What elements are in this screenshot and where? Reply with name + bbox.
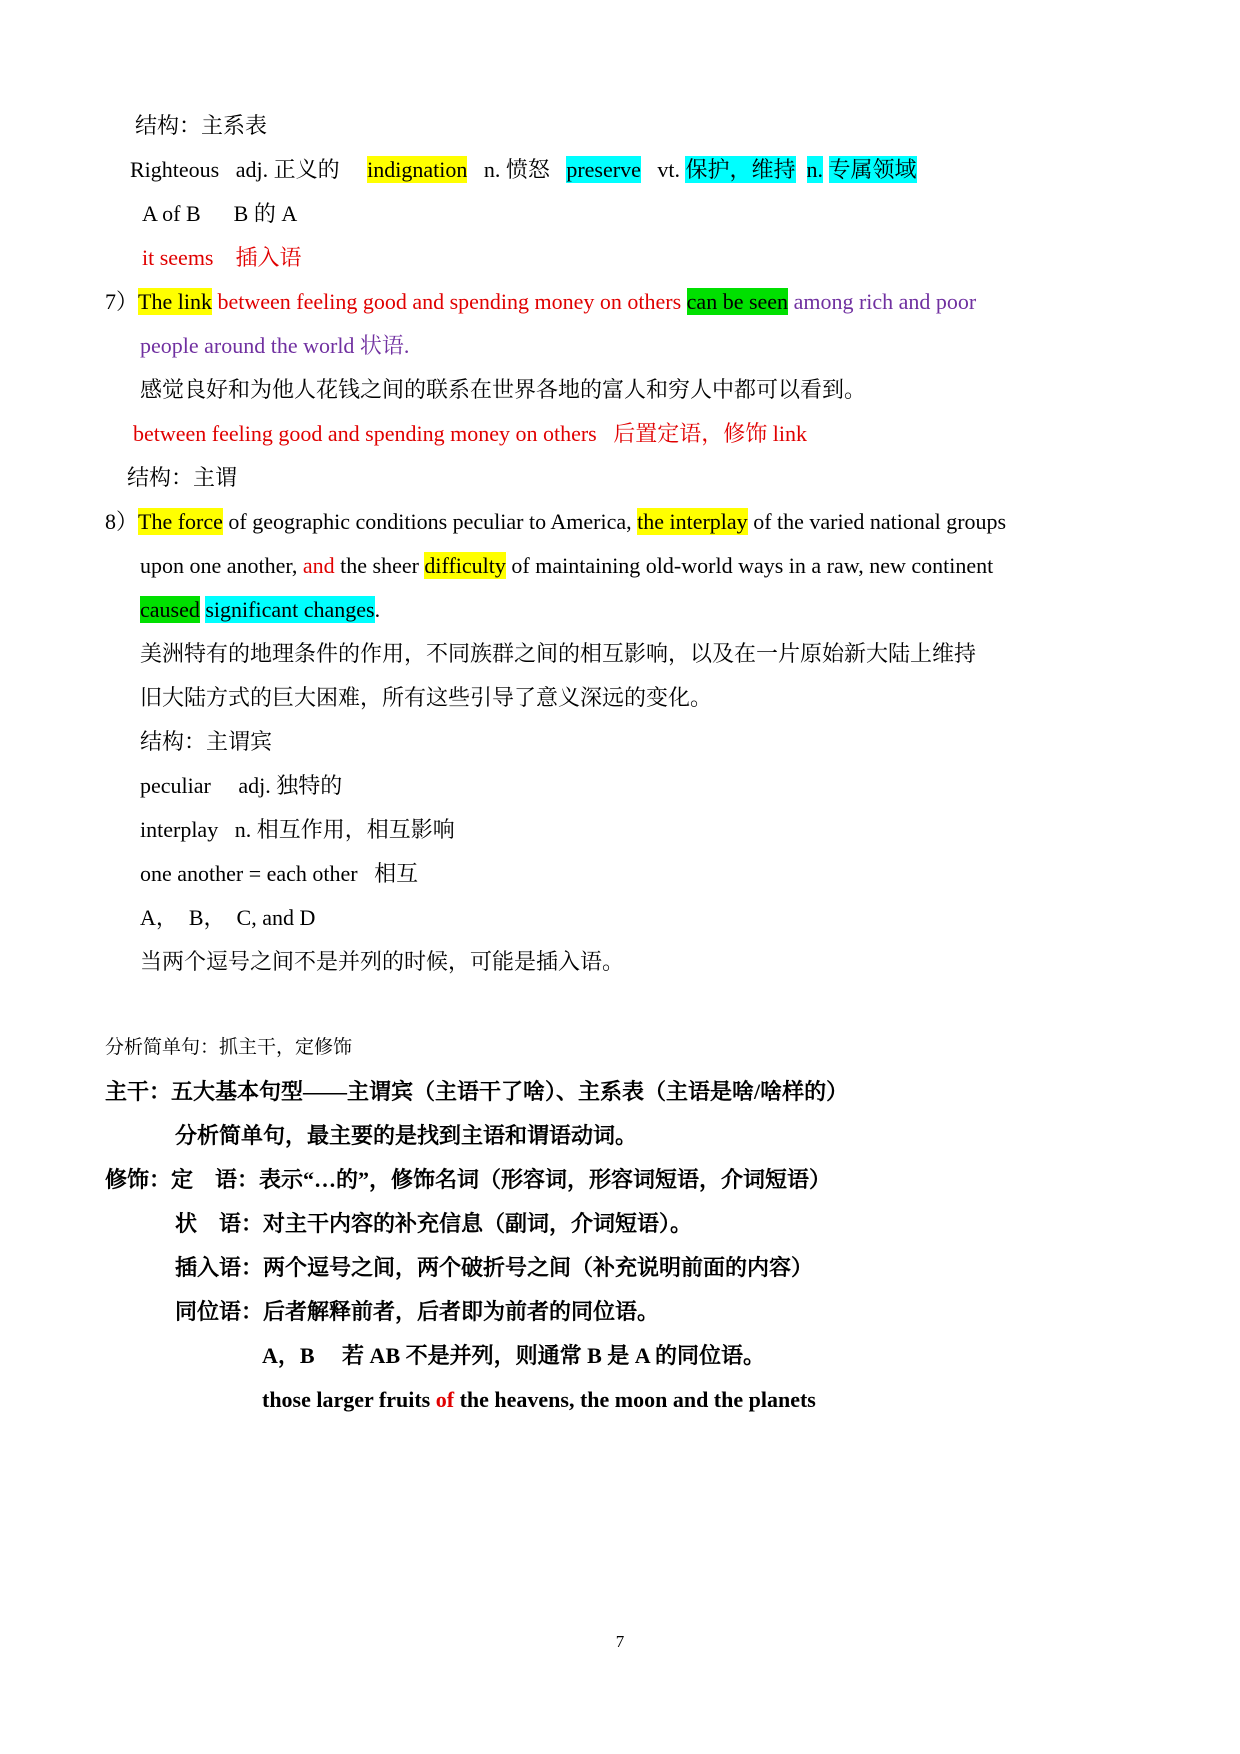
sentence-7-line-2 (0, 324, 1240, 368)
text-segment: between feeling good and spending money on others 后置定语，修饰 link (133, 421, 807, 446)
text-segment: A，B 若 AB 不是并列，则通常 B 是 A 的同位语。 (262, 1343, 765, 1368)
text-segment: difficulty (424, 553, 506, 578)
text-segment: preserve (566, 157, 641, 182)
structure-line-svp (0, 104, 1240, 148)
sentence-7-note (0, 412, 1240, 456)
text-segment: 感觉良好和为他人花钱之间的联系在世界各地的富人和穷人中都可以看到。 (140, 377, 867, 402)
text-segment: 插入语：两个逗号之间，两个破折号之间（补充说明前面的内容） (175, 1255, 814, 1280)
text-segment: interplay n. 相互作用，相互影响 (140, 817, 455, 842)
analysis-modifier-attrib (0, 1158, 1240, 1202)
analysis-trunk-note (0, 1114, 1240, 1158)
analysis-intro (0, 1026, 1240, 1070)
pattern-line-abcd (0, 896, 1240, 940)
text-segment: it seems 插入语 (142, 245, 302, 270)
appositive-example (0, 1378, 1240, 1422)
text-segment: of (435, 1387, 455, 1412)
vocab-line-interplay (0, 808, 1240, 852)
sentence-7-translation (0, 368, 1240, 412)
text-segment: 分析简单句，最主要的是找到主语和谓语动词。 (175, 1123, 638, 1148)
text-segment: 结构：主系表 (135, 113, 268, 138)
text-segment: A of B B 的 A (142, 201, 298, 226)
vocab-line-oneanother (0, 852, 1240, 896)
text-segment: among rich and poor (788, 289, 977, 314)
text-segment: A， B， C, and D (140, 905, 316, 930)
sentence-8-line-2 (0, 544, 1240, 588)
text-segment: Righteous adj. 正义的 (130, 157, 368, 182)
text-segment: indignation (367, 157, 468, 182)
text-segment: can be seen (686, 289, 789, 314)
text-segment: of geographic conditions peculiar to America, (222, 509, 638, 534)
text-segment: 结构：主谓 (127, 465, 238, 490)
document-lines (0, 104, 1240, 1422)
text-segment: of the varied national groups (747, 509, 1007, 534)
text-segment: 主干：五大基本句型——主谓宾（主语干了啥）、主系表（主语是啥/啥样的） (105, 1079, 849, 1104)
text-segment: The force (138, 509, 223, 534)
text-segment: one another = each other 相互 (140, 861, 419, 886)
text-segment: 状 语：对主干内容的补充信息（副词，介词短语）。 (175, 1211, 693, 1236)
text-segment (796, 156, 807, 183)
text-segment: those larger fruits (262, 1387, 436, 1412)
sentence-8-line-1 (0, 500, 1240, 544)
text-segment: n. (806, 157, 823, 182)
text-segment: 8） (105, 509, 139, 534)
text-segment: 当两个逗号之间不是并列的时候，可能是插入语。 (140, 949, 625, 974)
structure-line-svo (0, 720, 1240, 764)
sentence-8-translation-2 (0, 676, 1240, 720)
text-segment: 保护，维持 (685, 157, 796, 182)
sentence-8-translation-1 (0, 632, 1240, 676)
text-segment: upon one another, (140, 553, 303, 578)
text-segment: and (302, 553, 335, 578)
text-segment: peculiar adj. 独特的 (140, 773, 343, 798)
analysis-trunk (0, 1070, 1240, 1114)
text-segment: between feeling good and spending money on others (211, 289, 687, 314)
text-segment: 结构：主谓宾 (140, 729, 273, 754)
text-segment: 分析简单句：抓主干，定修饰 (105, 1037, 353, 1058)
analysis-modifier-adverbial (0, 1202, 1240, 1246)
text-segment: of maintaining old-world ways in a raw, new continent (505, 553, 994, 578)
text-segment: n. 愤怒 (467, 157, 567, 182)
note-line-comma (0, 940, 1240, 984)
text-segment: 修饰：定 语：表示“…的”，修饰名词（形容词，形容词短语，介词短语） (105, 1167, 832, 1192)
text-segment: 旧大陆方式的巨大困难，所有这些引导了意义深远的变化。 (140, 685, 713, 710)
vocab-line-peculiar (0, 764, 1240, 808)
analysis-modifier-appositive (0, 1290, 1240, 1334)
vocab-line-aofb (0, 192, 1240, 236)
text-segment (823, 156, 829, 183)
appositive-rule (0, 1334, 1240, 1378)
text-segment: the heavens, the moon and the planets (454, 1387, 816, 1412)
text-segment: 专属领域 (828, 157, 917, 182)
text-segment: significant changes (205, 597, 375, 622)
text-segment: . (374, 597, 381, 622)
note-line-itseems (0, 236, 1240, 280)
text-segment: vt. (640, 157, 686, 182)
text-segment: the interplay (637, 509, 748, 534)
sentence-8-line-3 (0, 588, 1240, 632)
analysis-modifier-parenthesis (0, 1246, 1240, 1290)
text-segment: The link (138, 289, 212, 314)
vocab-line-righteous (0, 148, 1240, 192)
page-number: 7 (615, 1632, 625, 1651)
text-segment: 美洲特有的地理条件的作用，不同族群之间的相互影响，以及在一片原始新大陆上维持 (140, 641, 977, 666)
text-segment: the sheer (334, 553, 425, 578)
text-segment: caused (140, 597, 200, 622)
text-segment: people around the world 状语. (140, 333, 410, 358)
text-segment: 7） (105, 289, 139, 314)
sentence-7-line-1 (0, 280, 1240, 324)
text-segment: 同位语：后者解释前者，后者即为前者的同位语。 (175, 1299, 660, 1324)
structure-line-sv (0, 456, 1240, 500)
